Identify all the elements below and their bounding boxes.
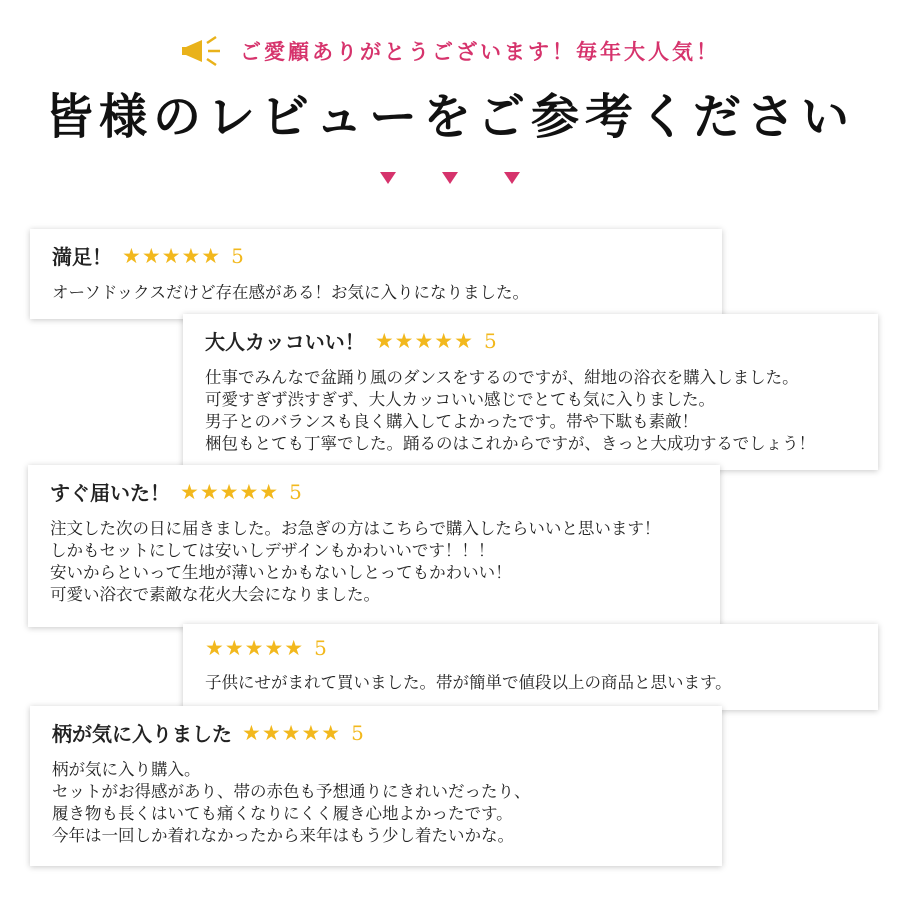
review-line: 注文した次の日に届きました。お急ぎの方はこちらで購入したらいいと思います！ bbox=[50, 519, 661, 538]
review-header bbox=[52, 718, 700, 747]
star-rating-icon: ★★★★★ bbox=[122, 243, 222, 268]
megaphone-icon bbox=[180, 34, 226, 68]
review-title: すぐ届いた！ bbox=[50, 481, 170, 505]
review-card-5 bbox=[30, 706, 722, 866]
review-line: 可愛い浴衣で素敵な花火大会になりました。 bbox=[50, 585, 380, 604]
star-rating-icon: ★★★★★ bbox=[205, 636, 305, 660]
review-text bbox=[52, 759, 700, 847]
header bbox=[0, 0, 900, 210]
review-header bbox=[50, 477, 698, 506]
review-line: 柄が気に入り購入。 bbox=[52, 760, 201, 779]
review-line: 男子とのバランスも良く購入してよかったです。帯や下駄も素敵！ bbox=[205, 412, 699, 431]
review-text bbox=[50, 518, 698, 606]
review-line: 仕事でみんなで盆踊り風のダンスをするのですが、紺地の浴衣を購入しました。 bbox=[205, 368, 799, 387]
review-score: 5 bbox=[314, 636, 327, 660]
review-title: 大人カッコいい！ bbox=[205, 330, 365, 354]
review-line: 安いからといって生地が薄いとかもないしとってもかわいい！ bbox=[50, 563, 512, 582]
review-line: 可愛すぎず渋すぎず、大人カッコいい感じでとても気に入りました。 bbox=[205, 390, 716, 409]
review-header bbox=[205, 326, 856, 355]
subtitle-row bbox=[0, 34, 900, 68]
review-card-2 bbox=[183, 314, 878, 470]
review-line: セットがお得感があり、帯の赤色も予想通りにきれいだったり、 bbox=[52, 782, 531, 801]
review-text bbox=[205, 672, 856, 694]
triangle-down-icon bbox=[504, 172, 520, 184]
review-header bbox=[205, 636, 856, 660]
star-rating-icon: ★★★★★ bbox=[180, 479, 280, 504]
review-line: しかもセットにしては安いしデザインもかわいいです！！！ bbox=[50, 541, 495, 560]
review-score: 5 bbox=[289, 479, 302, 504]
page-title: 皆様のレビューをご参考ください bbox=[44, 89, 855, 145]
review-score: 5 bbox=[351, 720, 364, 745]
star-rating-icon: ★★★★★ bbox=[374, 328, 474, 353]
triangle-down-icon bbox=[380, 172, 396, 184]
review-card-3 bbox=[28, 465, 720, 627]
review-score: 5 bbox=[483, 328, 497, 353]
down-arrows bbox=[0, 172, 900, 184]
review-score: 5 bbox=[231, 243, 244, 268]
subtitle: ご愛顧ありがとうございます！毎年大人気！ bbox=[240, 40, 720, 64]
review-header bbox=[52, 241, 700, 270]
review-card-1 bbox=[30, 229, 722, 319]
review-line: 子供にせがまれて買いました。帯が簡単で値段以上の商品と思います。 bbox=[205, 673, 732, 692]
review-title: 満足！ bbox=[52, 245, 112, 269]
review-text bbox=[52, 282, 700, 304]
review-line: 履き物も長くはいても痛くなりにくく履き心地よかったです。 bbox=[52, 804, 513, 823]
review-text bbox=[205, 367, 856, 455]
review-line: オーソドックスだけど存在感がある！お気に入りになりました。 bbox=[52, 283, 530, 302]
review-line: 今年は一回しか着れなかったから来年はもう少し着たいかな。 bbox=[52, 826, 514, 845]
triangle-down-icon bbox=[442, 172, 458, 184]
review-card-4 bbox=[183, 624, 878, 710]
review-title: 柄が気に入りました bbox=[52, 722, 232, 746]
review-line: 梱包もとても丁寧でした。踊るのはこれからですが、きっと大成功するでしょう！ bbox=[205, 434, 816, 453]
star-rating-icon: ★★★★★ bbox=[242, 720, 342, 745]
